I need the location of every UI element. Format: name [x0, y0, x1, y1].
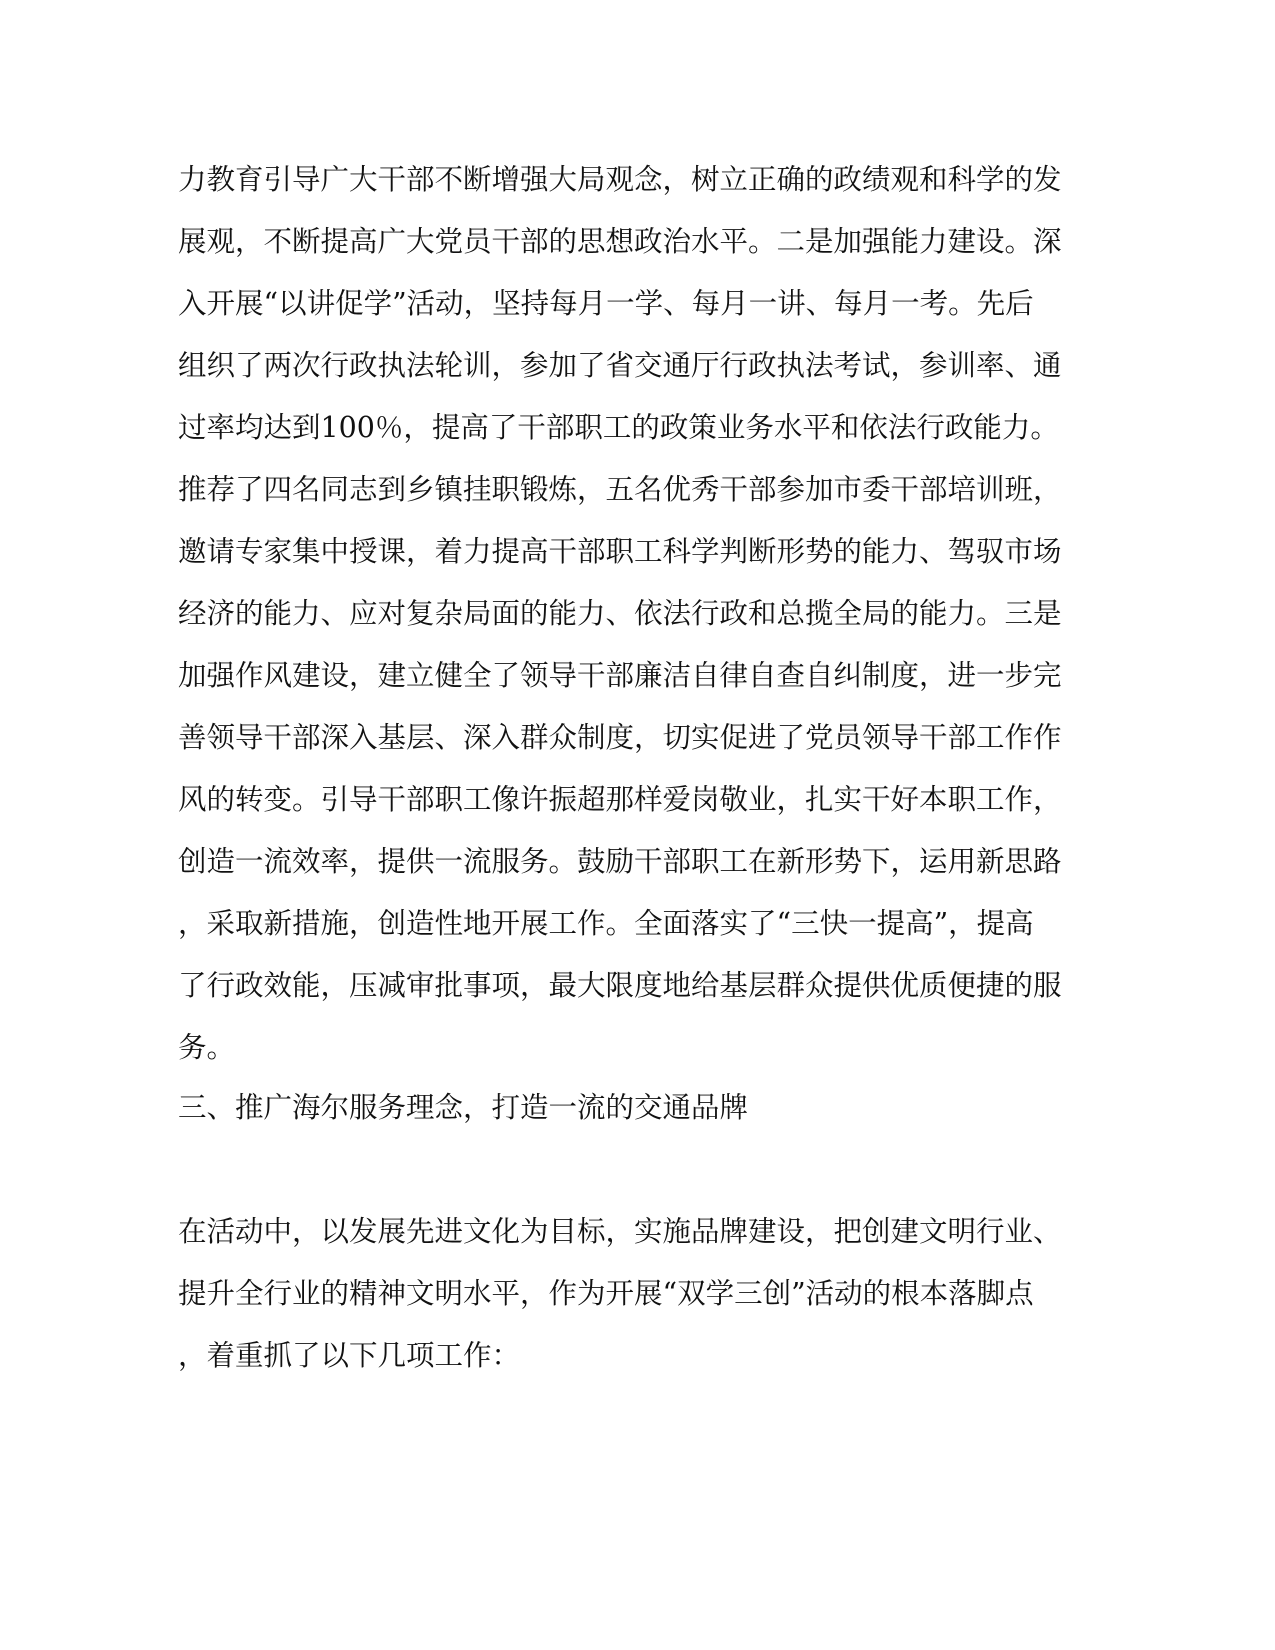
body-line: 展观，不断提高广大党员干部的思想政治水平。二是加强能力建设。深 — [178, 225, 1062, 258]
body-line: 力教育引导广大干部不断增强大局观念，树立正确的政绩观和科学的发 — [178, 163, 1062, 196]
section-heading: 三、推广海尔服务理念，打造一流的交通品牌 — [178, 1091, 749, 1124]
body-line: 邀请专家集中授课，着力提高干部职工科学判断形势的能力、驾驭市场 — [178, 535, 1062, 568]
body-line: 加强作风建设，建立健全了领导干部廉洁自律自查自纠制度，进一步完 — [178, 659, 1062, 692]
body-line: 推荐了四名同志到乡镇挂职锻炼，五名优秀干部参加市委干部培训班， — [178, 473, 1062, 506]
body-line: 善领导干部深入基层、深入群众制度，切实促进了党员领导干部工作作 — [178, 721, 1062, 754]
body-line: 创造一流效率，提供一流服务。鼓励干部职工在新形势下，运用新思路 — [178, 845, 1062, 878]
body-line: 风的转变。引导干部职工像许振超那样爱岗敬业，扎实干好本职工作， — [178, 783, 1062, 816]
body-line: 入开展“以讲促学”活动，坚持每月一学、每月一讲、每月一考。先后 — [178, 287, 1034, 320]
body-line: 在活动中，以发展先进文化为目标，实施品牌建设，把创建文明行业、 — [178, 1215, 1062, 1248]
body-line: 务。 — [178, 1031, 236, 1064]
body-line: 了行政效能，压减审批事项，最大限度地给基层群众提供优质便捷的服 — [178, 969, 1062, 1002]
body-line: 提升全行业的精神文明水平，作为开展“双学三创”活动的根本落脚点 — [178, 1277, 1034, 1310]
body-line: 经济的能力、应对复杂局面的能力、依法行政和总揽全局的能力。三是 — [178, 597, 1062, 630]
body-line: 组织了两次行政执法轮训，参加了省交通厅行政执法考试，参训率、通 — [178, 349, 1062, 382]
body-line: 过率均达到100％，提高了干部职工的政策业务水平和依法行政能力。 — [178, 411, 1059, 444]
body-line: ，着重抓了以下几项工作： — [178, 1339, 521, 1372]
body-line: ，采取新措施，创造性地开展工作。全面落实了“三快一提高”，提高 — [178, 907, 1034, 940]
